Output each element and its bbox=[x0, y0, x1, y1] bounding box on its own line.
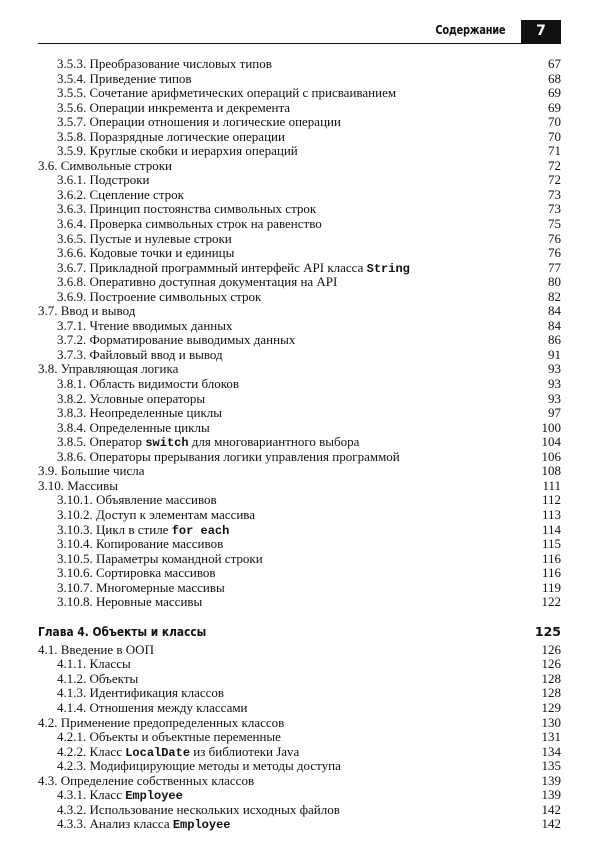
toc-subsection-entry[interactable] bbox=[38, 450, 561, 465]
entry-text: 4.1.1. Классы bbox=[57, 656, 131, 672]
entry-page: 114 bbox=[541, 521, 561, 537]
entry-title bbox=[57, 391, 205, 406]
toc-subsection-entry[interactable] bbox=[38, 101, 561, 116]
entry-page: 72 bbox=[548, 172, 561, 188]
entry-title bbox=[57, 332, 295, 347]
entry-text: 4.2.3. Модифицирующие методы и методы доступа bbox=[57, 758, 341, 774]
entry-text: 4.3.1. Класс bbox=[57, 787, 126, 803]
entry-text: 3.10.4. Копирование массивов bbox=[57, 536, 224, 552]
entry-page: 122 bbox=[541, 594, 561, 610]
toc-subsection-entry[interactable] bbox=[38, 202, 561, 217]
entry-page: 77 bbox=[548, 259, 561, 275]
entry-page: 116 bbox=[541, 550, 561, 566]
toc-subsection-entry[interactable] bbox=[38, 508, 561, 523]
entry-page: 76 bbox=[548, 245, 561, 261]
toc-subsection-entry[interactable] bbox=[38, 261, 561, 276]
toc-subsection-entry[interactable] bbox=[38, 377, 561, 392]
entry-code: Employee bbox=[172, 818, 231, 833]
entry-page: 115 bbox=[541, 536, 561, 552]
toc-section-chapter-4 bbox=[38, 643, 561, 832]
toc-subsection-entry[interactable] bbox=[38, 290, 561, 305]
entry-page: 128 bbox=[541, 685, 561, 701]
toc-subsection-entry[interactable] bbox=[38, 173, 561, 188]
toc-subsection-entry[interactable] bbox=[38, 57, 561, 72]
page-header bbox=[38, 20, 561, 44]
toc-subsection-entry[interactable] bbox=[38, 537, 561, 552]
toc-section-chapter-3 bbox=[38, 57, 561, 610]
entry-page: 97 bbox=[548, 405, 561, 421]
entry-page: 71 bbox=[548, 143, 561, 159]
entry-page: 70 bbox=[548, 128, 561, 144]
entry-title bbox=[57, 260, 410, 275]
entry-page: 72 bbox=[548, 157, 561, 173]
entry-text: 3.6.9. Построение символьных строк bbox=[57, 288, 262, 304]
entry-title bbox=[57, 201, 316, 216]
entry-text: 3.5.5. Сочетание арифметических операций с присваиванием bbox=[57, 85, 397, 101]
entry-title bbox=[57, 318, 232, 333]
toc-subsection-entry[interactable] bbox=[38, 595, 561, 610]
entry-text: 4.3. Определение собственных классов bbox=[38, 772, 255, 788]
table-of-contents bbox=[38, 57, 561, 832]
entry-text: 4.1.2. Объекты bbox=[57, 670, 139, 686]
entry-title bbox=[57, 172, 150, 187]
entry-page: 76 bbox=[548, 230, 561, 246]
toc-subsection-entry[interactable] bbox=[38, 523, 561, 538]
entry-text: 3.7.2. Форматирование выводимых данных bbox=[57, 332, 296, 348]
entry-title bbox=[57, 802, 340, 817]
entry-title bbox=[57, 565, 216, 580]
entry-text: 3.6.7. Прикладной программный интерфейс API класса bbox=[57, 259, 367, 275]
toc-subsection-entry[interactable] bbox=[38, 130, 561, 145]
entry-title bbox=[38, 478, 118, 493]
entry-title bbox=[57, 231, 232, 246]
toc-subsection-entry[interactable] bbox=[38, 86, 561, 101]
entry-text: 3.10.7. Многомерные массивы bbox=[57, 579, 225, 595]
entry-title bbox=[57, 729, 281, 744]
entry-page: 119 bbox=[541, 579, 561, 595]
toc-subsection-entry[interactable] bbox=[38, 745, 561, 760]
entry-page: 112 bbox=[541, 492, 561, 508]
entry-title bbox=[38, 361, 178, 376]
entry-page: 130 bbox=[541, 714, 561, 730]
entry-text: 4.3.3. Анализ класса bbox=[57, 816, 173, 832]
entry-page: 126 bbox=[541, 641, 561, 657]
entry-title bbox=[57, 405, 222, 420]
entry-title bbox=[57, 492, 217, 507]
toc-subsection-entry[interactable] bbox=[38, 406, 561, 421]
entry-title bbox=[57, 100, 290, 115]
toc-subsection-entry[interactable] bbox=[38, 188, 561, 203]
entry-title bbox=[38, 773, 254, 788]
entry-text: 4.2.1. Объекты и объектные переменные bbox=[57, 729, 281, 745]
entry-text: 3.5.3. Преобразование числовых типов bbox=[57, 56, 272, 71]
entry-page: 91 bbox=[548, 346, 561, 362]
entry-title bbox=[57, 114, 341, 129]
entry-text: 4.1.3. Идентификация классов bbox=[57, 685, 225, 701]
entry-page: 82 bbox=[548, 288, 561, 304]
toc-subsection-entry[interactable] bbox=[38, 275, 561, 290]
entry-page: 106 bbox=[541, 448, 561, 464]
entry-page: 93 bbox=[548, 361, 561, 377]
entry-title bbox=[57, 551, 263, 566]
entry-text: 3.10.6. Сортировка массивов bbox=[57, 565, 216, 581]
entry-page: 139 bbox=[541, 772, 561, 788]
entry-title bbox=[38, 158, 172, 173]
toc-subsection-entry[interactable] bbox=[38, 348, 561, 363]
entry-title bbox=[57, 685, 224, 700]
toc-subsection-entry[interactable] bbox=[38, 232, 561, 247]
toc-subsection-entry[interactable] bbox=[38, 319, 561, 334]
entry-title bbox=[57, 816, 230, 831]
entry-title bbox=[57, 274, 337, 289]
entry-text: 3.5.6. Операции инкремента и декремента bbox=[57, 99, 291, 115]
toc-subsection-entry[interactable] bbox=[38, 701, 561, 716]
entry-title bbox=[57, 787, 183, 802]
entry-page: 142 bbox=[541, 816, 561, 832]
entry-page: 70 bbox=[548, 114, 561, 130]
entry-text: 3.5.8. Поразрядные логические операции bbox=[57, 128, 285, 144]
entry-text: 3.8.3. Неопределенные циклы bbox=[57, 405, 222, 421]
entry-page: 69 bbox=[548, 99, 561, 115]
entry-title bbox=[57, 671, 138, 686]
toc-subsection-entry[interactable] bbox=[38, 552, 561, 567]
toc-subsection-entry[interactable] bbox=[38, 657, 561, 672]
entry-text: 3.10.5. Параметры командной строки bbox=[57, 550, 263, 566]
entry-text: 4.2. Применение предопределенных классов bbox=[38, 714, 285, 730]
toc-subsection-entry[interactable] bbox=[38, 217, 561, 232]
toc-subsection-entry[interactable] bbox=[38, 566, 561, 581]
entry-title bbox=[57, 744, 299, 759]
entry-text: 3.6.2. Сцепление строк bbox=[57, 186, 184, 202]
entry-text: 3.9. Большие числа bbox=[38, 463, 145, 479]
entry-page: 116 bbox=[541, 565, 561, 581]
entry-page: 126 bbox=[541, 656, 561, 672]
chapter-heading[interactable] bbox=[38, 623, 561, 641]
entry-page: 93 bbox=[548, 376, 561, 392]
entry-page: 84 bbox=[548, 317, 561, 333]
entry-text: 3.7.1. Чтение вводимых данных bbox=[57, 317, 233, 333]
entry-page: 104 bbox=[541, 434, 561, 450]
entry-text: 3.10.8. Неровные массивы bbox=[57, 594, 203, 610]
entry-text: 3.6. Символьные строки bbox=[38, 157, 172, 173]
entry-code: for each bbox=[171, 523, 230, 538]
toc-subsection-entry[interactable] bbox=[38, 788, 561, 803]
entry-page: 129 bbox=[541, 699, 561, 715]
toc-subsection-entry[interactable] bbox=[38, 817, 561, 832]
entry-code: String bbox=[366, 261, 410, 276]
entry-page: 67 bbox=[548, 56, 561, 71]
toc-section-entry[interactable] bbox=[38, 774, 561, 789]
toc-subsection-entry[interactable] bbox=[38, 392, 561, 407]
entry-title bbox=[57, 289, 261, 304]
entry-text: 3.6.5. Пустые и нулевые строки bbox=[57, 230, 232, 246]
toc-subsection-entry[interactable] bbox=[38, 333, 561, 348]
entry-text-after: для многовариантного выбора bbox=[188, 434, 360, 450]
toc-section-entry[interactable] bbox=[38, 304, 561, 319]
entry-title bbox=[57, 56, 272, 71]
toc-subsection-entry[interactable] bbox=[38, 730, 561, 745]
entry-page: 113 bbox=[541, 506, 561, 522]
toc-subsection-entry[interactable] bbox=[38, 803, 561, 818]
entry-text: 3.6.3. Принцип постоянства символьных строк bbox=[57, 201, 317, 217]
entry-page: 93 bbox=[548, 390, 561, 406]
entry-text: 3.8. Управляющая логика bbox=[38, 361, 179, 377]
entry-text: 3.10. Массивы bbox=[38, 477, 118, 493]
entry-page: 84 bbox=[548, 303, 561, 319]
entry-text: 3.6.1. Подстроки bbox=[57, 172, 150, 188]
entry-text: 3.10.2. Доступ к элементам массива bbox=[57, 506, 256, 522]
chapter-title: Глава 4. Объекты и классы bbox=[38, 623, 207, 639]
entry-text-after: из библиотеки Java bbox=[190, 743, 300, 759]
entry-title bbox=[57, 245, 234, 260]
entry-text: 3.6.4. Проверка символьных строк на равенство bbox=[57, 216, 322, 232]
entry-text: 3.8.5. Оператор bbox=[57, 434, 146, 450]
entry-text: 3.8.6. Операторы прерывания логики управления программой bbox=[57, 448, 400, 464]
entry-page: 100 bbox=[541, 419, 561, 435]
entry-code: LocalDate bbox=[125, 745, 191, 760]
toc-section-entry[interactable] bbox=[38, 479, 561, 494]
entry-title bbox=[57, 656, 131, 671]
entry-text: 4.3.2. Использование нескольких исходных файлов bbox=[57, 801, 340, 817]
entry-title bbox=[57, 71, 192, 86]
entry-page: 73 bbox=[548, 186, 561, 202]
entry-title bbox=[57, 420, 210, 435]
entry-title bbox=[57, 700, 248, 715]
entry-title bbox=[57, 129, 285, 144]
entry-text: 3.5.9. Круглые скобки и иерархия операций bbox=[57, 143, 298, 159]
entry-text: 3.7.3. Файловый ввод и вывод bbox=[57, 346, 223, 362]
toc-subsection-entry[interactable] bbox=[38, 246, 561, 261]
toc-subsection-entry[interactable] bbox=[38, 672, 561, 687]
entry-text: 4.1.4. Отношения между классами bbox=[57, 699, 248, 715]
entry-title bbox=[57, 434, 359, 449]
running-title: Содержание bbox=[435, 23, 505, 37]
entry-page: 134 bbox=[541, 743, 561, 759]
toc-subsection-entry[interactable] bbox=[38, 115, 561, 130]
entry-text: 3.5.7. Операции отношения и логические операции bbox=[57, 114, 341, 130]
entry-page: 75 bbox=[548, 216, 561, 232]
entry-title bbox=[57, 85, 396, 100]
entry-title bbox=[57, 522, 229, 537]
entry-title bbox=[57, 143, 298, 158]
entry-title bbox=[38, 463, 144, 478]
toc-subsection-entry[interactable] bbox=[38, 421, 561, 436]
entry-text: 3.10.1. Объявление массивов bbox=[57, 492, 217, 508]
entry-page: 68 bbox=[548, 70, 561, 86]
entry-text: 3.10.3. Цикл в стиле bbox=[57, 521, 172, 537]
entry-text: 4.2.2. Класс bbox=[57, 743, 126, 759]
entry-text: 3.8.4. Определенные циклы bbox=[57, 419, 210, 435]
toc-subsection-entry[interactable] bbox=[38, 493, 561, 508]
page-number-badge: 7 bbox=[521, 20, 561, 43]
entry-page: 139 bbox=[541, 787, 561, 803]
entry-title bbox=[57, 758, 341, 773]
toc-section-entry[interactable] bbox=[38, 362, 561, 377]
entry-title bbox=[57, 449, 400, 464]
entry-title bbox=[57, 187, 184, 202]
entry-code: Employee bbox=[125, 789, 183, 804]
toc-subsection-entry[interactable] bbox=[38, 581, 561, 596]
entry-text: 3.8.1. Область видимости блоков bbox=[57, 376, 240, 392]
entry-title bbox=[57, 536, 223, 551]
entry-title bbox=[57, 580, 225, 595]
entry-page: 69 bbox=[548, 85, 561, 101]
entry-title bbox=[38, 715, 284, 730]
toc-section-entry[interactable] bbox=[38, 716, 561, 731]
entry-text: 4.1. Введение в ООП bbox=[38, 641, 154, 657]
toc-subsection-entry[interactable] bbox=[38, 144, 561, 159]
entry-title bbox=[57, 594, 202, 609]
toc-subsection-entry[interactable] bbox=[38, 759, 561, 774]
entry-page: 86 bbox=[548, 332, 561, 348]
entry-title bbox=[57, 507, 255, 522]
toc-section-entry[interactable] bbox=[38, 643, 561, 658]
entry-title bbox=[38, 303, 135, 318]
entry-code: switch bbox=[145, 436, 189, 451]
entry-title bbox=[57, 216, 322, 231]
entry-page: 111 bbox=[542, 477, 561, 493]
entry-text: 3.8.2. Условные операторы bbox=[57, 390, 206, 406]
entry-text: 3.6.6. Кодовые точки и единицы bbox=[57, 245, 235, 261]
entry-text: 3.6.8. Оперативно доступная документация на API bbox=[57, 274, 338, 290]
toc-section-entry[interactable] bbox=[38, 159, 561, 174]
entry-title bbox=[57, 347, 223, 362]
entry-title bbox=[38, 642, 154, 657]
toc-subsection-entry[interactable] bbox=[38, 435, 561, 450]
entry-page: 108 bbox=[541, 463, 561, 479]
entry-page: 73 bbox=[548, 201, 561, 217]
toc-subsection-entry[interactable] bbox=[38, 72, 561, 87]
entry-title bbox=[57, 376, 239, 391]
entry-page: 131 bbox=[541, 729, 561, 745]
toc-section-entry[interactable] bbox=[38, 464, 561, 479]
entry-text: 3.7. Ввод и вывод bbox=[38, 303, 136, 319]
entry-page: 80 bbox=[548, 274, 561, 290]
entry-page: 142 bbox=[541, 801, 561, 817]
entry-page: 135 bbox=[541, 758, 561, 774]
toc-subsection-entry[interactable] bbox=[38, 686, 561, 701]
entry-text: 3.5.4. Приведение типов bbox=[57, 70, 192, 86]
chapter-page: 125 bbox=[534, 623, 561, 639]
entry-page: 128 bbox=[541, 670, 561, 686]
